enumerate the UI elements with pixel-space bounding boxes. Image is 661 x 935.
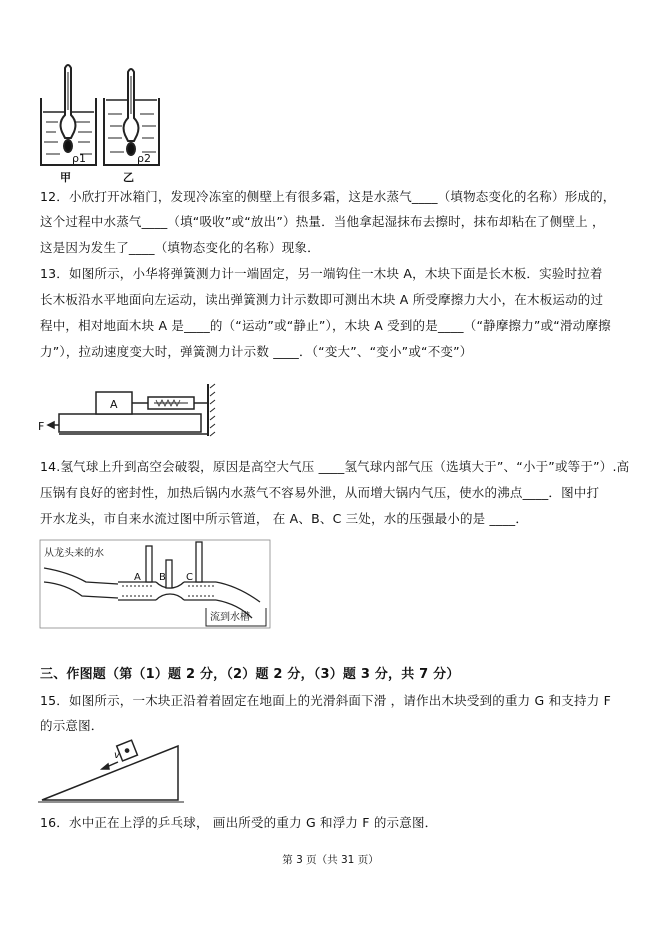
point-a-label: A — [134, 572, 141, 583]
q12-line-3: 这是因为发生了____（填物态变化的名称）现象． — [40, 240, 320, 255]
q13-line-4: 力”），拉动速度变大时，弹簧测力计示数 ____．（“变大”、“变小”或“不变”） — [40, 344, 473, 359]
slope-figure — [38, 738, 188, 804]
incline — [42, 746, 178, 800]
q13-line-2: 长木板沿水平地面向左运动，读出弹簧测力计示数即可测出木块 A 所受摩擦力大小，在木板运动的过 — [40, 292, 604, 307]
source-label: 从龙头来的水 — [44, 548, 104, 559]
q15-line-2: 的示意图． — [40, 718, 104, 733]
page-footer: 第 3 页（共 31 页） — [282, 854, 379, 866]
beakers-figure — [38, 60, 163, 185]
label-jia: 甲 — [60, 171, 71, 184]
force-label: F — [38, 420, 45, 433]
label-yi: 乙 — [123, 171, 134, 184]
rho1-label: ρ1 — [72, 152, 86, 165]
densimeter-left — [61, 65, 76, 152]
q12-line-2: 这个过程中水蒸气____（填“吸收”或“放出”）热量．当他拿起湿抹布去擦时，抹布却粘在了侧壁上 ， — [40, 214, 605, 229]
section-3-title: 三、作图题（第（1）题 2 分，（2）题 2 分，（3）题 3 分，共 7 分） — [40, 667, 460, 682]
q14-line-1: 14.氢气球上升到高空会破裂，原因是高空大气压 ____氢气球内部气压（选填大于”、“小于”或等于”）.高 — [40, 459, 630, 474]
q14-line-3: 开水龙头，市自来水流过图中所示管道， 在 A、B、C 三处，水的压强最小的是 ____． — [40, 511, 529, 526]
rho2-label: ρ2 — [137, 152, 151, 165]
point-c-label: C — [186, 572, 193, 583]
q14-line-2: 压锅有良好的密封性，加热后锅内水蒸气不容易外泄，从而增大锅内气压，使水的沸点____．图中打 — [40, 485, 600, 500]
long-board — [59, 414, 201, 432]
block-a-label: A — [110, 398, 118, 411]
v-label: v — [114, 750, 120, 761]
friction-figure — [38, 382, 218, 442]
sink-label: 流到水槽 — [210, 612, 250, 623]
pipe-figure — [38, 538, 273, 630]
q13-line-3: 程中，相对地面木块 A 是____的（“运动”或“静止”），木块 A 受到的是____（“静摩擦力”或“滑动摩擦 — [40, 318, 611, 333]
densimeter-right — [124, 69, 139, 155]
q16-line-1: 16．水中正在上浮的乒乓球， 画出所受的重力 G 和浮力 F 的示意图． — [40, 815, 438, 830]
q12-line-1: 12．小欣打开冰箱门，发现冷冻室的侧壁上有很多霜，这是水蒸气____（填物态变化的名称）形成的， — [40, 189, 616, 204]
point-b-label: B — [159, 572, 166, 583]
q15-line-1: 15．如图所示，一木块正沿着着固定在地面上的光滑斜面下滑 ，请作出木块受到的重力 G 和支持力 F — [40, 693, 611, 708]
q13-line-1: 13．如图所示，小华将弹簧测力计一端固定，另一端钩住一木块 A，木块下面是长木板．实验时拉着 — [40, 266, 603, 281]
